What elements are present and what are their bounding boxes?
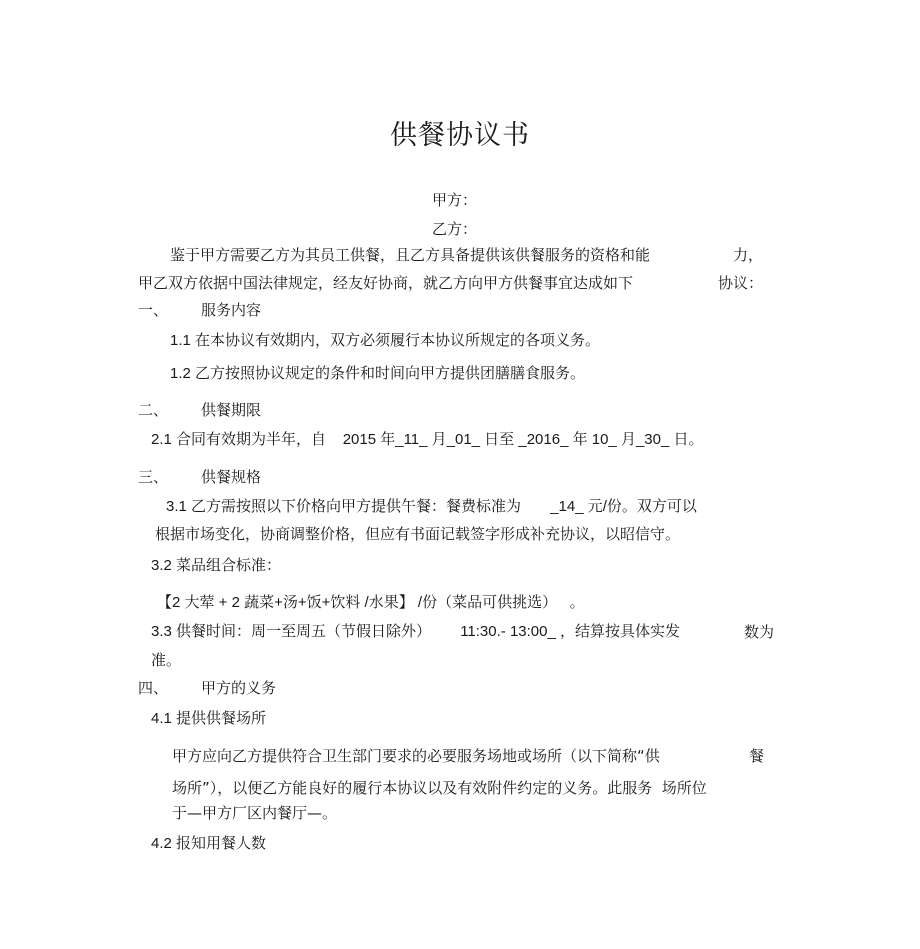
clause-4-1-text-line-2: 场所”），以便乙方能良好的履行本协议以及有效附件约定的义务。此服务 场所位	[172, 779, 707, 797]
section-1-number: 一、	[138, 301, 169, 319]
clause-4-1-text-line-3: 于—甲方厂区内餐厅—。	[172, 804, 338, 822]
clause-4-1: 4.1 提供供餐场所	[151, 710, 267, 727]
section-2-number: 二、	[138, 401, 169, 419]
party-a-label: 甲方：	[432, 191, 478, 209]
clause-4-1-text-line-1-end: 餐	[749, 747, 765, 765]
preamble-line-1-end: 力，	[733, 246, 764, 264]
clause-4-1-text-line-1: 甲方应向乙方提供符合卫生部门要求的必要服务场地或场所（以下简称“供	[172, 747, 660, 765]
clause-3-3-end: 数为	[744, 623, 775, 641]
document-title: 供餐协议书	[390, 120, 530, 151]
clause-1-2: 1.2 乙方按照协议规定的条件和时间向甲方提供团膳膳食服务。	[170, 365, 586, 382]
clause-3-1-cont: 根据市场变化，协商调整价格，但应有书面记载签字形成补充协议，以昭信守。	[155, 525, 681, 543]
clause-3-3: 3.3 供餐时间：周一至周五（节假日除外） 11:30.- 13:00_ ，结算按具体实发	[151, 623, 680, 640]
clause-3-2-menu: 【2 大荤 + 2 蔬菜+汤+饭+饮料 /水果】 /份（菜品可供挑选） 。	[157, 594, 585, 611]
clause-4-2: 4.2 报知用餐人数	[151, 835, 267, 852]
section-3-number: 三、	[138, 468, 169, 486]
clause-1-1: 1.1 在本协议有效期内，双方必须履行本协议所规定的各项义务。	[170, 332, 601, 349]
clause-2-1: 2.1 合同有效期为半年，自 2015 年_11_ 月_01_ 日至 _2016_ 年 10_ 月_30_ 日。	[151, 431, 704, 448]
party-b-label: 乙方：	[432, 220, 478, 238]
section-4-number: 四、	[138, 679, 169, 697]
clause-3-1: 3.1 乙方需按照以下价格向甲方提供午餐：餐费标准为 _14_ 元/份。双方可以	[166, 498, 697, 515]
preamble-line-1: 鉴于甲方需要乙方为其员工供餐，且乙方具备提供该供餐服务的资格和能	[170, 246, 651, 264]
preamble-line-2: 甲乙双方依据中国法律规定，经友好协商，就乙方向甲方供餐事宜达成如下	[138, 274, 634, 292]
section-3-heading: 供餐规格	[201, 468, 262, 486]
clause-3-3-cont: 准。	[151, 651, 182, 669]
section-4-heading: 甲方的义务	[201, 679, 277, 697]
section-2-heading: 供餐期限	[201, 401, 262, 419]
preamble-line-2-end: 协议：	[718, 274, 764, 292]
section-1-heading: 服务内容	[201, 301, 262, 319]
clause-3-2: 3.2 菜品组合标准：	[151, 557, 282, 574]
